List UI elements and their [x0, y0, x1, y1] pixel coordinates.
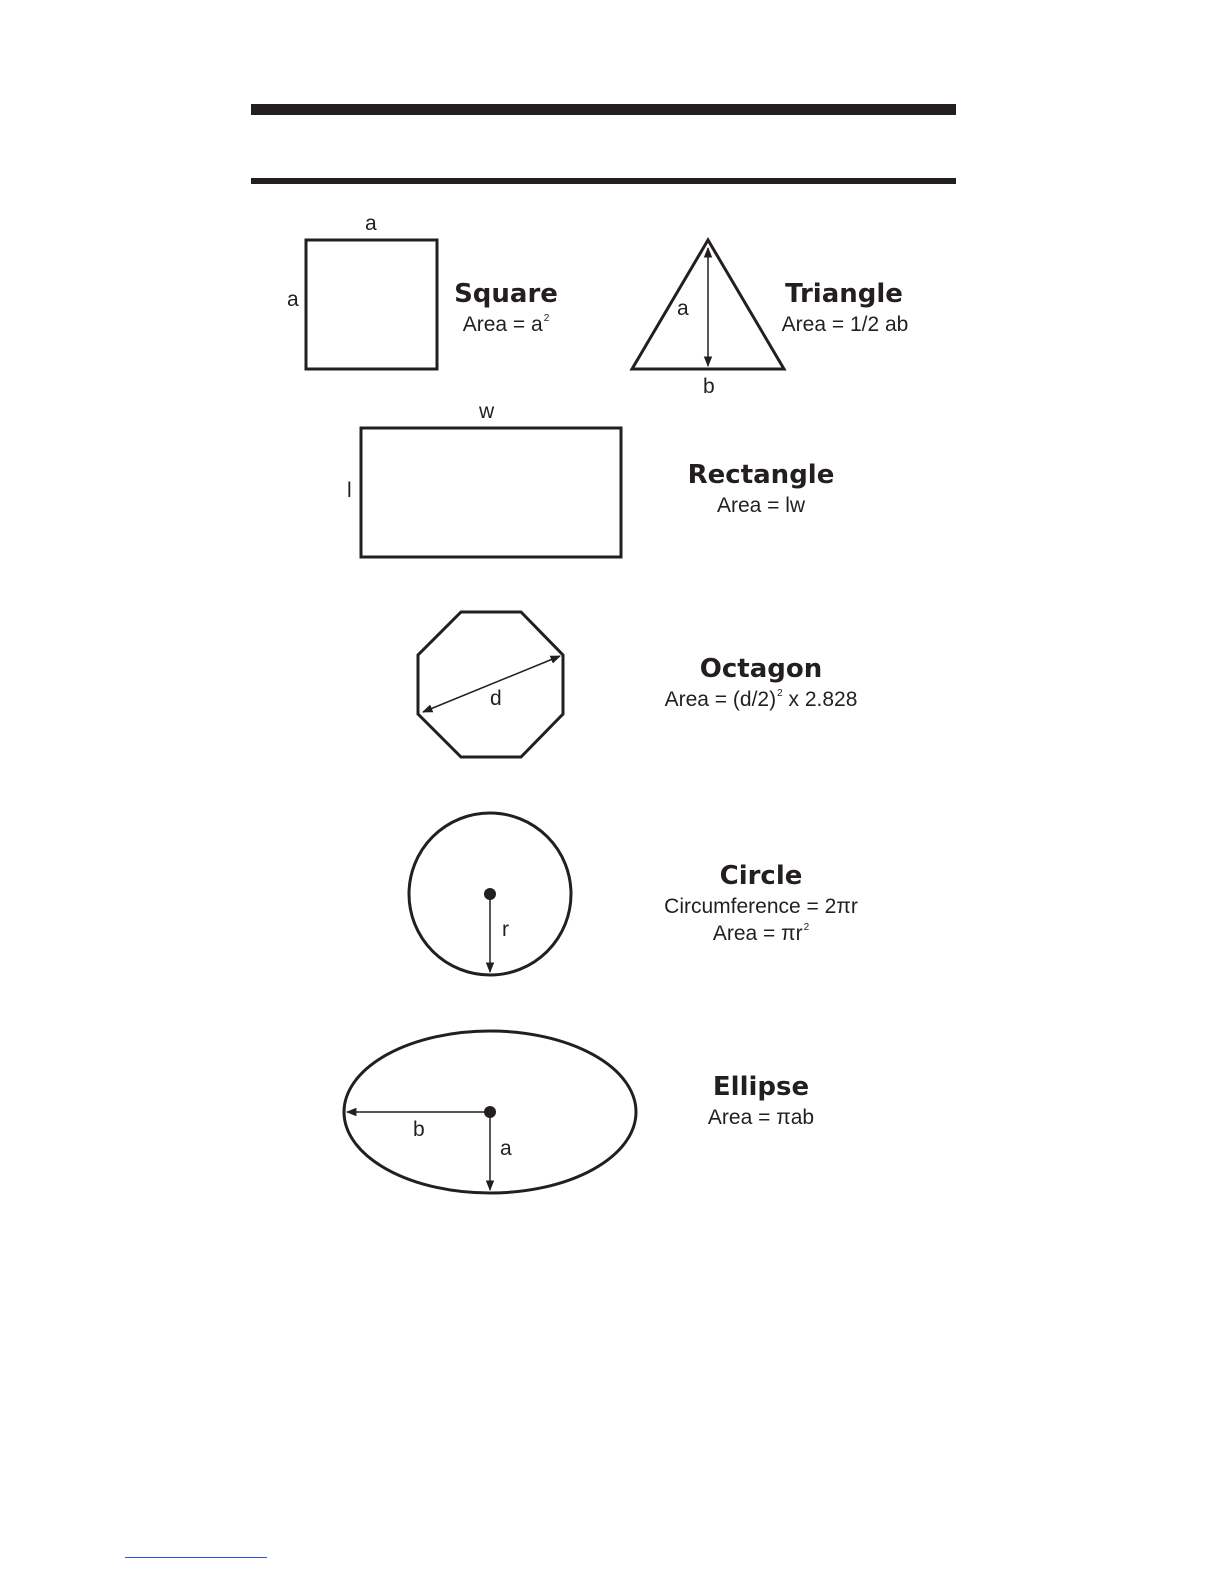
octagon-diagonal-label: d	[490, 687, 502, 710]
octagon-formula	[641, 688, 881, 712]
rectangle-width-label: w	[479, 400, 495, 423]
square-formula-exponent: 2	[543, 313, 550, 324]
square-formula	[440, 313, 572, 337]
rectangle-title: Rectangle	[687, 460, 835, 490]
square-left-side-label: a	[287, 288, 299, 311]
square-title: Square	[454, 279, 558, 309]
footer-link-underline	[125, 1557, 267, 1558]
triangle-formula: Area = 1/2 ab	[781, 313, 909, 336]
ellipse-semi-major-label: b	[413, 1118, 425, 1141]
ellipse-formula: Area = πab	[707, 1106, 815, 1129]
circle-title: Circle	[719, 861, 803, 891]
rectangle-formula: Area = lw	[716, 494, 806, 517]
circle-area-text: Area = πr	[712, 922, 803, 945]
octagon-title: Octagon	[699, 654, 823, 684]
rectangle-length-label: l	[347, 479, 352, 502]
circle-circumference-formula: Circumference = 2πr	[664, 895, 858, 918]
square-top-side-label: a	[365, 212, 377, 235]
triangle-height-label: a	[677, 297, 689, 320]
octagon-formula-exponent: 2	[777, 688, 783, 699]
circle-radius-label: r	[502, 918, 509, 941]
octagon-formula-suffix: x 2.828	[782, 688, 858, 711]
ellipse-semi-minor-label: a	[500, 1137, 512, 1160]
circle-area-exponent: 2	[803, 922, 810, 933]
octagon-formula-text: Area = (d/2)	[664, 688, 777, 711]
triangle-title: Triangle	[785, 279, 903, 309]
square-shape	[306, 240, 437, 369]
square-formula-text: Area = a	[462, 313, 543, 336]
triangle-base-label: b	[703, 375, 715, 398]
circle-area-formula	[671, 922, 851, 946]
ellipse-title: Ellipse	[712, 1072, 810, 1102]
rectangle-shape	[361, 428, 621, 557]
